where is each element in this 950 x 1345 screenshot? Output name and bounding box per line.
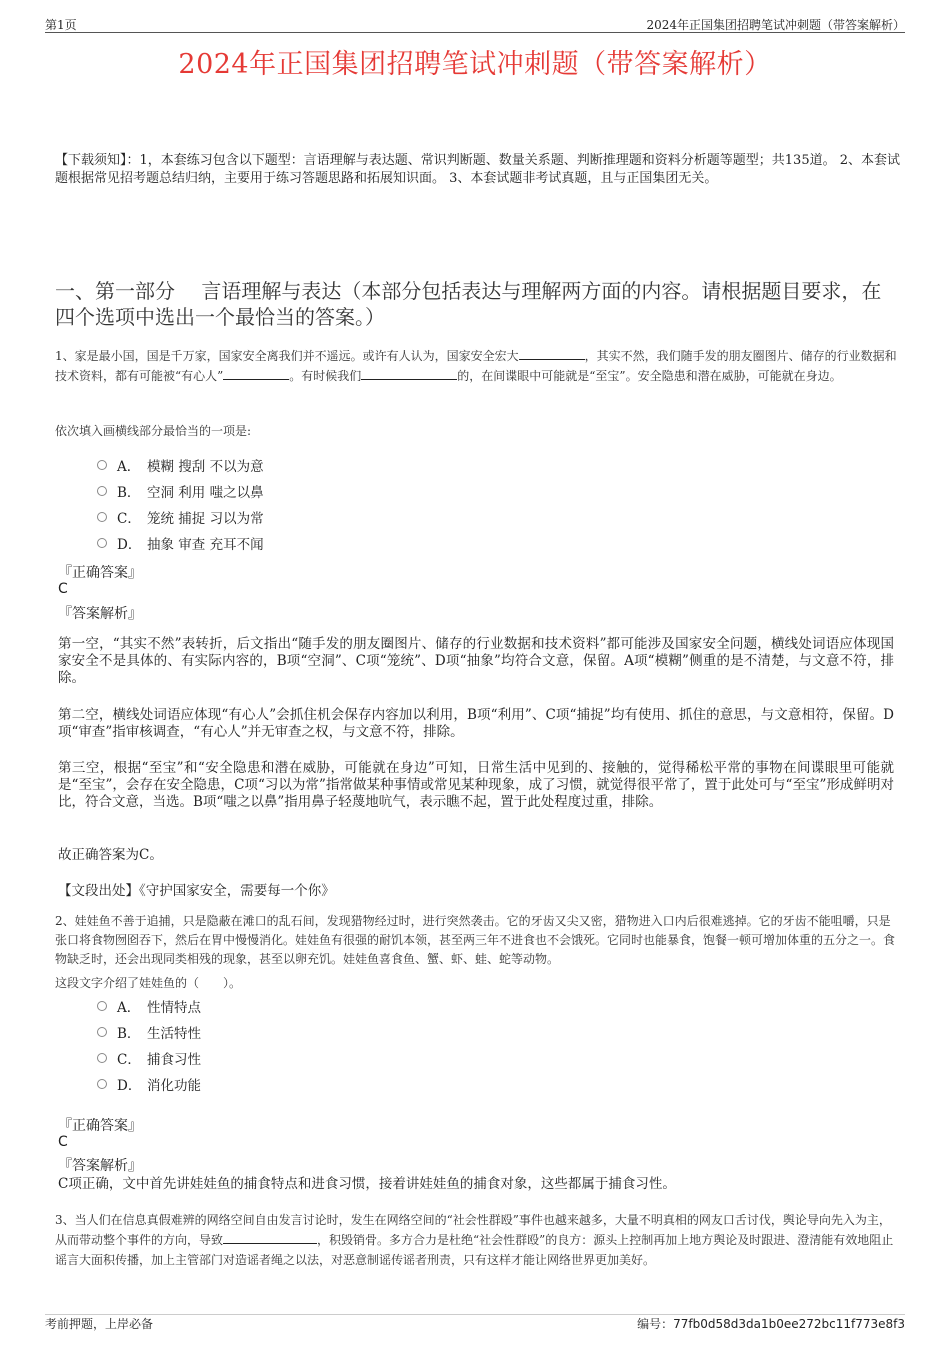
option-a[interactable]: A． 性情特点 [97, 993, 201, 1019]
analysis-paragraph: 第二空，横线处词语应体现“有心人”会抓住机会保存内容加以利用，B项“利用”、C项“捕捉”均有使用、抓住的意思，与文意相符，保留。D项“审查”指审核调查，“有心人”并无审查之权，与文意不符，排除。 [58, 707, 894, 740]
option-a[interactable]: A． 模糊 搜刮 不以为意 [97, 452, 264, 478]
question-1-prompt: 依次填入画横线部分最恰当的一项是: [55, 424, 252, 438]
question-2-text: 2、娃娃鱼不善于追捕，只是隐蔽在滩口的乱石间，发现猎物经过时，进行突然袭击。它的牙齿又尖又密，猎物进入口内后很难逃掉。它的牙齿不能咀嚼，只是张口将食物囫囵吞下，然后在胃中慢慢消化。娃娃鱼有很强的耐饥本领，甚至两三年不进食也不会饿死。它同时也能暴食，饱餐一顿可增加体重的五分之一。食物缺乏时，还会出现同类相残的现象，甚至以卵充饥。娃娃鱼喜食鱼、蟹、虾、蛙、蛇等动物。 [55, 914, 896, 966]
answer-label: 『正确答案』 [58, 1118, 142, 1134]
correct-answer: C [58, 1134, 68, 1150]
radio-icon[interactable] [97, 538, 107, 548]
footer-code: 编号：77fb0d58d3da1b0ee272bc11f773e8f3 [637, 1317, 905, 1331]
analysis-paragraph: C项正确，文中首先讲娃娃鱼的捕食特点和进食习惯，接着讲娃娃鱼的捕食对象，这些都属于捕食习性。 [58, 1176, 676, 1192]
blank-2 [223, 367, 289, 380]
option-d[interactable]: D． 抽象 审查 充耳不闻 [97, 530, 264, 556]
page-header [45, 14, 905, 33]
question-1-text: 1、家是最小国，国是千万家，国家安全离我们并不遥远。或许有人认为，国家安全宏大 ，其实不然，我们随手发的朋友圈图片、储存的行业数据和技术资料，都有可能被“有心人” 。有时候我们 的，在间谍眼中可能就是“至宝”。安全隐患和潜在威胁，可能就在身边。 [55, 349, 897, 383]
analysis-conclusion: 故正确答案为C。 [58, 847, 163, 863]
option-d[interactable]: D． 消化功能 [97, 1071, 201, 1097]
download-notice: 【下载须知】：1，本套练习包含以下题型：言语理解与表达题、常识判断题、数量关系题、判断推理题和资料分析题等题型；共135道。 2、本套试题根据常见招考题总结归纳，主要用于练习答题思路和拓展知识面。 3、本套试题非考试真题，且与正国集团无关。 [55, 153, 900, 186]
page-number: 第1页 [45, 18, 77, 32]
option-b[interactable]: B． 生活特性 [97, 1019, 201, 1045]
page-footer [45, 1314, 905, 1331]
section-title: 一、第一部分 言语理解与表达（本部分包括表达与理解两方面的内容。请根据题目要求，在四个选项中选出一个最恰当的答案。） [55, 279, 882, 329]
radio-icon[interactable] [97, 1001, 107, 1011]
question-2-prompt: 这段文字介绍了娃娃鱼的（ ）。 [55, 976, 242, 990]
radio-icon[interactable] [97, 1027, 107, 1037]
radio-icon[interactable] [97, 1053, 107, 1063]
source-citation: 【文段出处】《守护国家安全，需要每一个你》 [58, 883, 335, 899]
radio-icon[interactable] [97, 486, 107, 496]
option-c[interactable]: C． 捕食习性 [97, 1045, 201, 1071]
radio-icon[interactable] [97, 512, 107, 522]
header-doc-title: 2024年正国集团招聘笔试冲刺题（带答案解析） [646, 18, 905, 32]
correct-answer: C [58, 581, 68, 597]
option-c[interactable]: C． 笼统 捕捉 习以为常 [97, 504, 264, 530]
blank-3 [361, 367, 457, 380]
radio-icon[interactable] [97, 1079, 107, 1089]
question-3-text: 3、当人们在信息真假难辨的网络空间自由发言讨论时，发生在网络空间的“社会性群殴”事件也越来越多，大量不明真相的网友口舌讨伐，舆论导向先入为主，从而带动整个事件的方向，导致 ，积毁销骨。多方合力是杜绝“社会性群殴”的良方：源头上控制再加上地方舆论及时跟进、澄清能有效地阻止谣言大面积传播，加上主管部门对造谣者绳之以法，对恶意制谣传谣者刑责，只有这样才能让网络世界更加美好。 [55, 1213, 894, 1267]
question-2-options [97, 993, 201, 1097]
footer-slogan: 考前押题，上岸必备 [45, 1317, 154, 1331]
analysis-paragraph: 第三空，根据“至宝”和“安全隐患和潜在威胁，可能就在身边”可知，日常生活中见到的、接触的，觉得稀松平常的事物在间谍眼里可能就是“至宝”，会存在安全隐患，C项“习以为常”指常做某种事情或常见某种现象，成了习惯，就觉得很平常了，置于此处可与“至宝”形成鲜明对比，符合文意，当选。B项“嗤之以鼻”指用鼻子轻蔑地吭气，表示瞧不起，置于此处程度过重，排除。 [58, 760, 894, 810]
question-1-options [97, 452, 264, 556]
document-title: 2024年正国集团招聘笔试冲刺题（带答案解析） [178, 49, 772, 80]
radio-icon[interactable] [97, 460, 107, 470]
analysis-paragraph: 第一空，“其实不然”表转折，后文指出“随手发的朋友圈图片、储存的行业数据和技术资料”都可能涉及国家安全问题，横线处词语应体现国家安全不是具体的、有实际内容的，B项“空洞”、C项“笼统”、D项“抽象”均符合文意，保留。A项“模糊”侧重的是不清楚，与文意不符，排除。 [58, 636, 894, 686]
option-b[interactable]: B． 空洞 利用 嗤之以鼻 [97, 478, 264, 504]
blank-1 [519, 347, 585, 360]
blank-1 [223, 1231, 317, 1244]
answer-label: 『正确答案』 [58, 565, 142, 581]
analysis-label: 『答案解析』 [58, 1158, 142, 1174]
analysis-label: 『答案解析』 [58, 606, 142, 622]
